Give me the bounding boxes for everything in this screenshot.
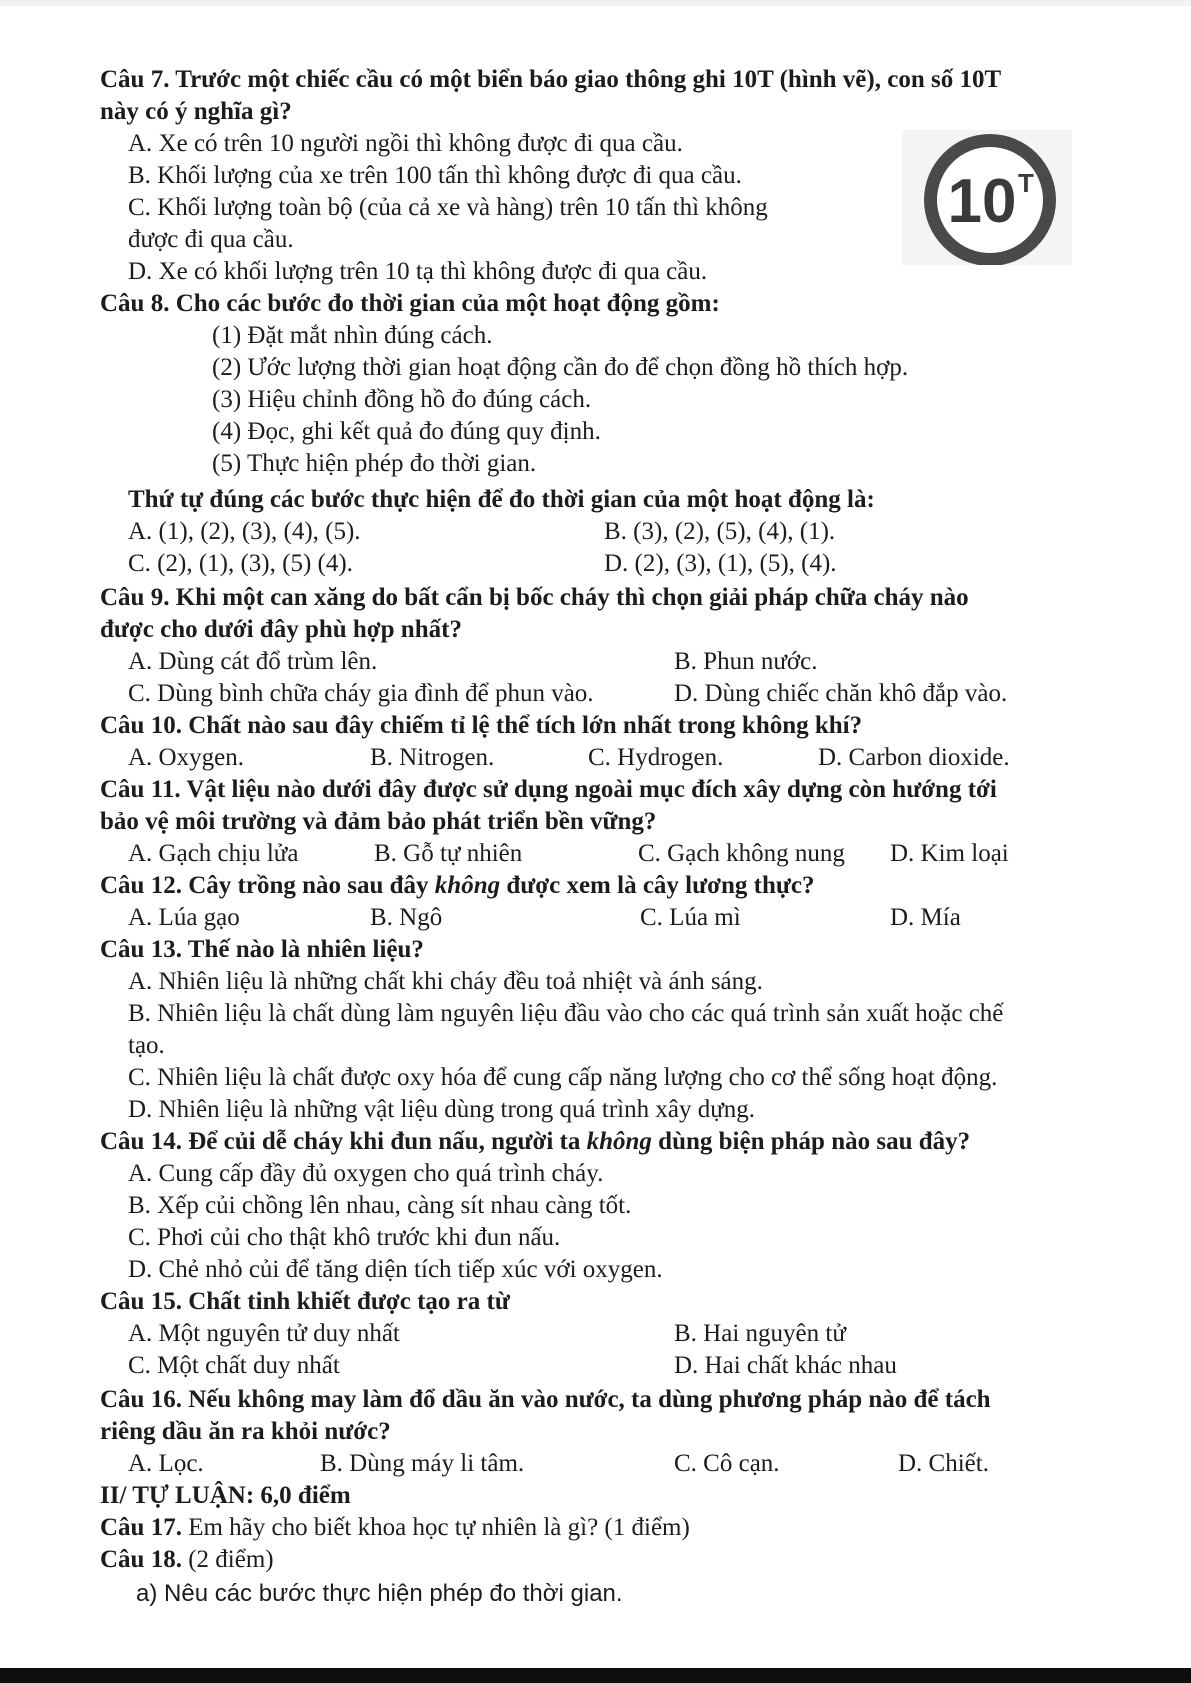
scan-edge [0, 0, 1191, 6]
question-16-option-c: C. Cô cạn. [674, 1450, 780, 1477]
question-10-option-b: B. Nitrogen. [370, 744, 495, 771]
question-13-option-c: C. Nhiên liệu là chất được oxy hóa để cung cấp năng lượng cho cơ thể sống hoạt động. [128, 1064, 998, 1091]
question-10 [100, 710, 862, 742]
question-14-option-a: A. Cung cấp đầy đủ oxygen cho quá trình cháy. [128, 1160, 604, 1187]
question-text: (2 điểm) [181, 1546, 274, 1573]
question-8-option-d: D. (2), (3), (1), (5), (4). [604, 550, 837, 577]
question-10-option-d: D. Carbon dioxide. [818, 744, 1010, 771]
question-16-option-d: D. Chiết. [898, 1450, 989, 1477]
question-8-step-3: (3) Hiệu chỉnh đồng hồ đo đúng cách. [212, 386, 592, 413]
question-label: Câu 14. [100, 1128, 182, 1155]
question-7-option-d: D. Xe có khối lượng trên 10 tạ thì không được đi qua cầu. [128, 258, 708, 285]
question-15-option-c: C. Một chất duy nhất [128, 1352, 340, 1379]
question-label: Câu 16. [100, 1386, 182, 1413]
sign-unit: T [1018, 168, 1034, 198]
question-9-option-d: D. Dùng chiếc chăn khô đắp vào. [674, 680, 1008, 707]
question-7-line-1 [100, 64, 1001, 96]
question-11-line-2: bảo vệ môi trường và đảm bảo phát triển bền vững? [100, 808, 657, 835]
question-14-option-c: C. Phơi củi cho thật khô trước khi đun nấu. [128, 1224, 561, 1251]
question-17 [100, 1512, 690, 1544]
question-7-option-c-cont: được đi qua cầu. [128, 226, 294, 253]
question-13-option-a: A. Nhiên liệu là những chất khi cháy đều toả nhiệt và ánh sáng. [128, 968, 763, 995]
question-11-option-c: C. Gạch không nung [638, 840, 845, 867]
question-15-option-d: D. Hai chất khác nhau [674, 1352, 897, 1379]
question-9-line-1 [100, 582, 969, 614]
question-text: Để củi dễ cháy khi đun nấu, người ta [181, 1128, 587, 1155]
question-label: Câu 8. [100, 290, 170, 317]
question-label: Câu 17. [100, 1514, 182, 1541]
question-16-option-b: B. Dùng máy li tâm. [320, 1450, 525, 1477]
question-14-option-b: B. Xếp củi chồng lên nhau, càng sít nhau càng tốt. [128, 1192, 632, 1219]
question-16-line-1 [100, 1384, 991, 1416]
question-12-option-c: C. Lúa mì [640, 904, 741, 931]
question-7-option-a: A. Xe có trên 10 người ngồi thì không được đi qua cầu. [128, 130, 683, 157]
question-11-option-a: A. Gạch chịu lửa [128, 840, 299, 867]
question-12 [100, 870, 814, 902]
question-label: Câu 12. [100, 872, 182, 899]
question-label: Câu 9. [100, 584, 170, 611]
question-text-emphasis: không [434, 872, 501, 899]
question-label: Câu 13. [100, 936, 182, 963]
question-13-option-b: B. Nhiên liệu là chất dùng làm nguyên liệu đầu vào cho các quá trình sản xuất hoặc chế [128, 1000, 1004, 1027]
question-10-option-c: C. Hydrogen. [588, 744, 724, 771]
question-text: Nếu không may làm đổ dầu ăn vào nước, ta dùng phương pháp nào để tách [181, 1386, 991, 1413]
question-7-option-b: B. Khối lượng của xe trên 100 tấn thì không được đi qua cầu. [128, 162, 742, 189]
question-label: Câu 10. [100, 712, 182, 739]
question-15-option-a: A. Một nguyên tử duy nhất [128, 1320, 400, 1347]
question-16-line-2: riêng dầu ăn ra khỏi nước? [100, 1418, 391, 1445]
question-13 [100, 934, 424, 966]
question-text: Cây trồng nào sau đây [181, 872, 435, 899]
question-14 [100, 1126, 970, 1158]
question-18 [100, 1544, 274, 1576]
question-8-prompt: Thứ tự đúng các bước thực hiện để đo thời gian của một hoạt động là: [128, 486, 875, 513]
question-9-line-2: được cho dưới đây phù hợp nhất? [100, 616, 462, 643]
question-8-step-4: (4) Đọc, ghi kết quả đo đúng quy định. [212, 418, 601, 445]
question-10-option-a: A. Oxygen. [128, 744, 244, 771]
question-label: Câu 7. [100, 66, 170, 93]
sign-number: 10 [947, 167, 1017, 236]
question-9-option-b: B. Phun nước. [674, 648, 818, 675]
question-text: Em hãy cho biết khoa học tự nhiên là gì? (1 điểm) [181, 1514, 690, 1541]
question-14-option-d: D. Chẻ nhỏ củi để tăng diện tích tiếp xúc với oxygen. [128, 1256, 663, 1283]
question-9-option-a: A. Dùng cát đổ trùm lên. [128, 648, 378, 675]
question-11-line-1 [100, 774, 997, 806]
question-8-option-a: A. (1), (2), (3), (4), (5). [128, 518, 361, 545]
question-12-option-d: D. Mía [890, 904, 961, 931]
question-text-end: dùng biện pháp nào sau đây? [651, 1128, 971, 1155]
question-15 [100, 1286, 510, 1318]
question-label: Câu 18. [100, 1546, 182, 1573]
question-label: Câu 15. [100, 1288, 182, 1315]
question-8-step-2: (2) Ước lượng thời gian hoạt động cần đo để chọn đồng hồ thích hợp. [212, 354, 909, 381]
question-11-option-d: D. Kim loại [890, 840, 1009, 867]
question-8-option-b: B. (3), (2), (5), (4), (1). [604, 518, 836, 545]
scan-bottom-bar [0, 1668, 1191, 1683]
question-7-option-c: C. Khối lượng toàn bộ (của cả xe và hàng) trên 10 tấn thì không [128, 194, 768, 221]
question-text: Trước một chiếc cầu có một biển báo giao thông ghi 10T (hình vẽ), con số 10T [169, 66, 1002, 93]
question-9-option-c: C. Dùng bình chữa cháy gia đình để phun vào. [128, 680, 594, 707]
question-8-option-c: C. (2), (1), (3), (5) (4). [128, 550, 353, 577]
question-12-option-a: A. Lúa gạo [128, 904, 240, 931]
question-text-end: được xem là cây lương thực? [500, 872, 815, 899]
question-text: Cho các bước đo thời gian của một hoạt động gồm: [169, 290, 720, 317]
question-16-option-a: A. Lọc. [128, 1450, 204, 1477]
question-12-option-b: B. Ngô [370, 904, 443, 931]
question-11-option-b: B. Gỗ tự nhiên [374, 840, 523, 867]
question-7-line-2: này có ý nghĩa gì? [100, 98, 292, 125]
question-text: Vật liệu nào dưới đây được sử dụng ngoài mục đích xây dựng còn hướng tới [180, 776, 997, 803]
question-8 [100, 288, 720, 320]
question-15-option-b: B. Hai nguyên tử [674, 1320, 846, 1347]
question-13-option-d: D. Nhiên liệu là những vật liệu dùng trong quá trình xây dựng. [128, 1096, 755, 1123]
traffic-sign-10t [902, 130, 1072, 265]
question-text: Chất nào sau đây chiếm tỉ lệ thể tích lớn nhất trong không khí? [181, 712, 863, 739]
question-8-step-5: (5) Thực hiện phép đo thời gian. [212, 450, 537, 477]
section-2-heading: II/ TỰ LUẬN: 6,0 điểm [100, 1482, 351, 1509]
question-13-option-b-cont: tạo. [128, 1032, 165, 1059]
question-text: Thế nào là nhiên liệu? [181, 936, 424, 963]
question-8-step-1: (1) Đặt mắt nhìn đúng cách. [212, 322, 493, 349]
question-label: Câu 11. [100, 776, 181, 803]
question-text: Khi một can xăng do bất cẩn bị bốc cháy thì chọn giải pháp chữa cháy nào [169, 584, 969, 611]
question-text-emphasis: không [586, 1128, 652, 1155]
question-18-part-a: a) Nêu các bước thực hiện phép đo thời gian. [136, 1580, 623, 1607]
question-text: Chất tinh khiết được tạo ra từ [181, 1288, 510, 1315]
